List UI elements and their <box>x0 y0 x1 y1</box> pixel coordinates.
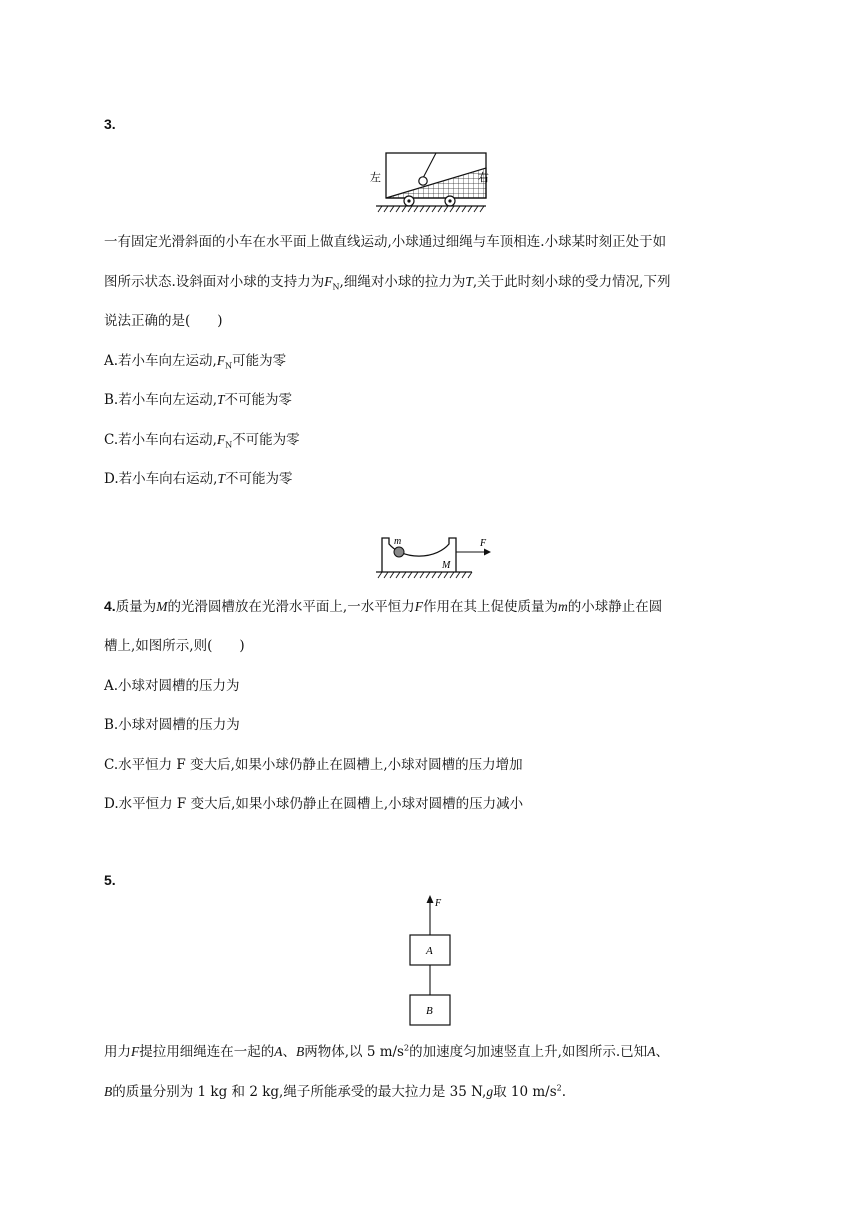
q5-figure-two-blocks <box>404 892 456 1026</box>
q3-figure-right-label: 右 <box>478 172 489 184</box>
q3-stem-line-3: 说法正确的是( ) <box>104 313 223 329</box>
q4-option-a: A.小球对圆槽的压力为 <box>104 678 240 694</box>
q3-option-b: B.若小车向左运动,T不可能为零 <box>104 392 293 408</box>
q5-stem-line-2: B的质量分别为 1 kg 和 2 kg,绳子所能承受的最大拉力是 35 N,g取 10 $m/s^2$. <box>104 1083 567 1100</box>
q5-figure-A-label: A <box>426 945 433 957</box>
q3-stem-line-1: 一有固定光滑斜面的小车在水平面上做直线运动,小球通过细绳与车顶相连.小球某时刻正处于如 <box>104 234 667 250</box>
q4-figure-F-label: F <box>480 538 487 549</box>
q3-option-c: C.若小车向右运动$,F_N$不可能为零 <box>104 432 300 450</box>
q3-option-d: D.若小车向右运动,T不可能为零 <box>104 471 293 487</box>
question-5-number: 5. <box>104 872 116 888</box>
q4-figure-m-label: m <box>394 536 402 547</box>
q4-figure-circular-groove <box>372 532 494 580</box>
q4-stem-line-2: 槽上,如图所示,则( ) <box>104 638 245 654</box>
q4-option-d: D.水平恒力 F 变大后,如果小球仍静止在圆槽上,小球对圆槽的压力减小 <box>104 796 524 812</box>
q3-figure-left-label: 左 <box>370 172 381 184</box>
q3-stem-line-2: 图所示状态.设斜面对小球的支持力为$F_N$,细绳对小球的拉力为T,关于此时刻小球的受力情况,下列 <box>104 274 671 292</box>
q4-option-b: B.小球对圆槽的压力为 <box>104 717 240 733</box>
q3-figure-cart-incline <box>368 148 494 214</box>
q4-option-c: C.水平恒力 F 变大后,如果小球仍静止在圆槽上,小球对圆槽的压力增加 <box>104 757 523 773</box>
question-3-number: 3. <box>104 116 116 132</box>
q4-figure-M-label: M <box>442 560 451 571</box>
q5-stem-line-1: 用力F提拉用细绳连在一起的A、B两物体,以 5 $m/s^2$的加速度匀加速竖直上升,如图所示.已知A、 <box>104 1043 669 1060</box>
q5-figure-B-label: B <box>426 1005 433 1017</box>
q4-stem-line-1: 4.质量为M的光滑圆槽放在光滑水平面上,一水平恒力F作用在其上促使质量为m的小球静止在圆 <box>104 598 663 615</box>
q5-figure-F-label: F <box>435 898 442 909</box>
q3-option-a: A.若小车向左运动$,F_N$可能为零 <box>104 353 287 371</box>
